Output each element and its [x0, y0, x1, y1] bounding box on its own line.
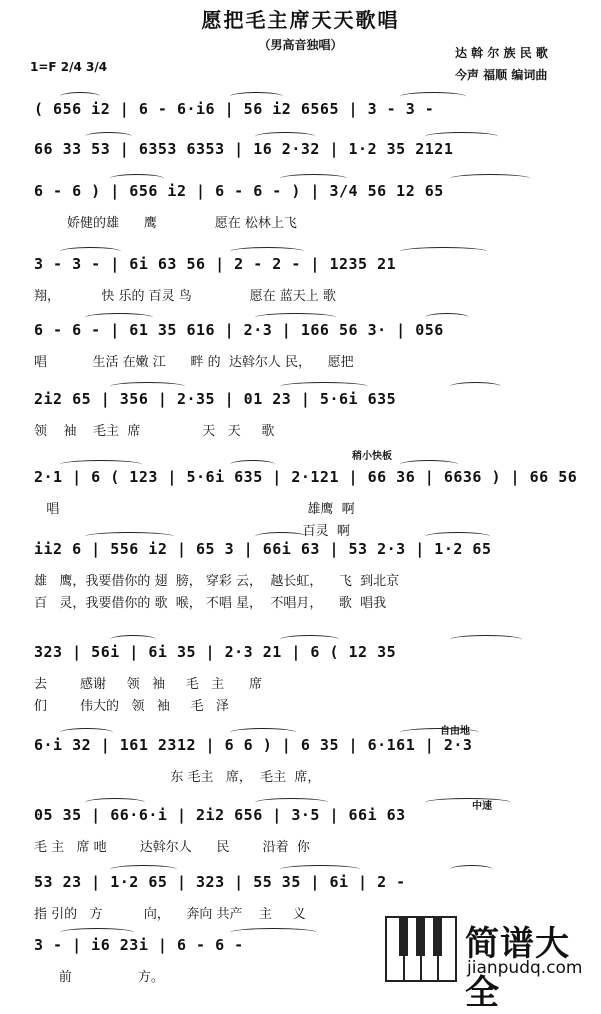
- slur-mark: [280, 635, 339, 644]
- slur-mark: [85, 313, 153, 322]
- notation-row: 3 - 3 - | 6i 63 56 | 2 - 2 - | 1235 21: [34, 255, 397, 273]
- notation-row: 3 - | i6 23i | 6 - 6 -: [34, 936, 244, 954]
- song-title: 愿把毛主席天天歌唱: [201, 8, 400, 32]
- logo-url: jianpudq.com: [467, 958, 583, 978]
- lyric-line: 指 引的 方 向， 奔向 共产 主 义: [34, 907, 306, 922]
- tempo-medium: 中速: [472, 801, 492, 812]
- slur-mark: [60, 728, 113, 737]
- slur-mark: [60, 460, 142, 469]
- slur-mark: [60, 247, 121, 256]
- slur-mark: [425, 132, 498, 141]
- lyric-line: 去 感谢 领 袖 毛 主 席: [34, 677, 262, 692]
- lyric-line: 雄 鹰，我要借你的 翅 膀， 穿彩 云， 越长虹， 飞 到北京: [34, 574, 400, 589]
- credit-line-1: 达 斡 尔 族 民 歌: [455, 46, 548, 60]
- lyric-line: 唱 生活 在嫩 江 畔 的 达斡尔人 民， 愿把: [34, 355, 354, 370]
- site-logo: [385, 916, 597, 1013]
- notation-row: 05 35 | 66·6·i | 2i2 656 | 3·5 | 66i 63: [34, 806, 406, 824]
- slur-mark: [110, 174, 164, 183]
- slur-mark: [230, 928, 317, 937]
- notation-row: 323 | 56i | 6i 35 | 2·3 21 | 6 ( 12 35: [34, 643, 397, 661]
- slur-mark: [450, 635, 522, 644]
- lyric-line: 东 毛主 席， 毛主 席，: [34, 770, 321, 785]
- slur-mark: [280, 382, 368, 391]
- piano-keys-icon: [385, 916, 457, 982]
- slur-mark: [450, 865, 493, 874]
- notation-row: 6 - 6 - | 61 35 616 | 2·3 | 166 56 3· | 056: [34, 321, 444, 339]
- slur-mark: [110, 382, 185, 391]
- key-signature: 1=F 2/4 3/4: [30, 60, 108, 74]
- lyric-line: 百灵 啊: [34, 524, 350, 539]
- slur-mark: [230, 247, 304, 256]
- slur-mark: [85, 532, 174, 541]
- slur-mark: [230, 460, 275, 469]
- slur-mark: [255, 532, 307, 541]
- notation-row: ( 656 i2 | 6 - 6·i6 | 56 i2 6565 | 3 - 3 -: [34, 100, 435, 118]
- slur-mark: [400, 92, 466, 101]
- song-subtitle: （男高音独唱）: [258, 38, 343, 52]
- slur-mark: [255, 132, 315, 141]
- credit-line-2: 今声 福顺 编词曲: [455, 68, 548, 82]
- slur-mark: [450, 382, 501, 391]
- lyric-line: 前 方。: [34, 970, 164, 985]
- slur-mark: [255, 313, 336, 322]
- notation-row: 2i2 65 | 356 | 2·35 | 01 23 | 5·6i 635: [34, 390, 397, 408]
- slur-mark: [230, 728, 296, 737]
- tempo-fast: 稍小快板: [352, 451, 392, 462]
- slur-mark: [425, 798, 511, 807]
- slur-mark: [425, 532, 490, 541]
- slur-mark: [60, 928, 134, 937]
- lyric-line: 们 伟大的 领 袖 毛 泽: [34, 699, 229, 714]
- slur-mark: [255, 798, 328, 807]
- slur-mark: [60, 92, 100, 101]
- tempo-free: 自由地: [440, 726, 470, 737]
- slur-mark: [400, 728, 479, 737]
- slur-mark: [450, 174, 530, 183]
- lyric-line: 毛 主 席 吔 达斡尔人 民 沿着 你: [34, 840, 310, 855]
- slur-mark: [425, 313, 469, 322]
- lyric-line: 百 灵，我要借你的 歌 喉， 不唱 星， 不唱月， 歌 唱我: [34, 596, 387, 611]
- slur-mark: [280, 174, 347, 183]
- notation-row: 66 33 53 | 6353 6353 | 16 2·32 | 1·2 35 2121: [34, 140, 454, 158]
- slur-mark: [400, 460, 458, 469]
- lyric-line: 翔， 快 乐的 百灵 鸟 愿在 蓝天上 歌: [34, 289, 336, 304]
- slur-mark: [230, 92, 283, 101]
- slur-mark: [110, 635, 156, 644]
- notation-row: 6·i 32 | 161 2312 | 6 6 ) | 6 35 | 6·161 | 2·3: [34, 736, 473, 754]
- slur-mark: [85, 798, 145, 807]
- notation-row: 2·1 | 6 ( 123 | 5·6i 635 | 2·121 | 66 36 | 6636 ) | 66 56: [34, 468, 578, 486]
- notation-row: 53 23 | 1·2 65 | 323 | 55 35 | 6i | 2 -: [34, 873, 406, 891]
- slur-mark: [400, 247, 487, 256]
- notation-row: 6 - 6 ) | 656 i2 | 6 - 6 - ) | 3/4 56 12 65: [34, 182, 444, 200]
- slur-mark: [85, 132, 132, 141]
- logo-name: 简谱大全: [465, 924, 570, 1013]
- lyric-line: 娇健的雄 鹰 愿在 松林上飞: [34, 216, 297, 231]
- slur-mark: [110, 865, 177, 874]
- lyric-line: 领 袖 毛主 席 天 天 歌: [34, 424, 275, 439]
- notation-row: ii2 6 | 556 i2 | 65 3 | 66i 63 | 53 2·3 | 1·2 65: [34, 540, 492, 558]
- slur-mark: [280, 865, 360, 874]
- lyric-line: 唱 雄鹰 啊: [34, 502, 355, 517]
